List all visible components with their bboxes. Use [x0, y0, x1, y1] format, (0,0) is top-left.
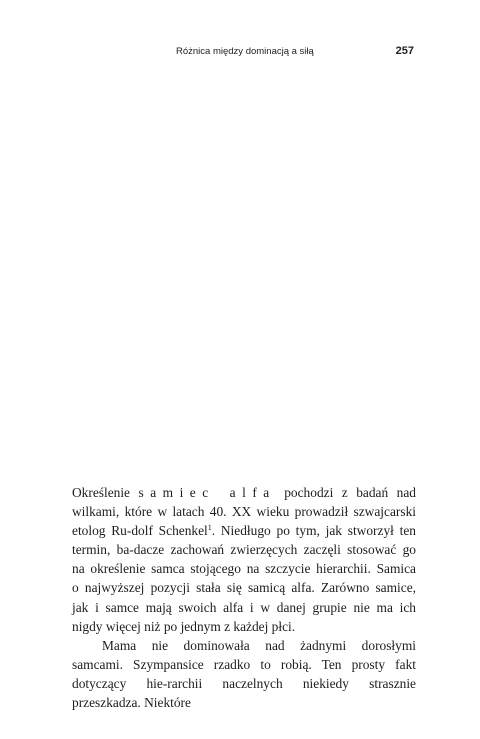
emphasized-term: samiec alfa [138, 485, 276, 500]
body-text [72, 483, 416, 712]
text-run: etolog Ru-dolf Schenkel [72, 523, 208, 539]
text-run: pochodzi z badań nad [275, 485, 417, 500]
paragraph-2 [72, 636, 416, 712]
text-line [72, 521, 416, 540]
text-line: Mama nie dominowała nad żadnymi dorosłymi [102, 637, 416, 653]
text-line: jak i samce mają swoich alfa i w danej grupie nie ma ich [72, 599, 416, 615]
text-line: na określenie samca stojącego na szczycie hierarchii. Samica [72, 561, 416, 577]
text-run: . Niedługo po tym, jak stworzył ten [211, 523, 416, 539]
running-title: Różnica między dominacją a siłą [176, 46, 314, 57]
text-line: przeszkadza. Niektóre [72, 695, 191, 711]
text-line: o najwyższej pozycji stała się samicą alfa. Zarówno samice, [72, 580, 416, 596]
text-line: nigdy więcej niż po jednym z każdej płci. [72, 618, 296, 634]
text-line: samcami. Szympansice rzadko to robią. Ten prosty fakt [72, 656, 416, 672]
footnote-marker: 1 [207, 523, 212, 533]
text-line: dotyczący hie-rarchii naczelnych niekiedy strasznie [72, 675, 416, 691]
paragraph-1 [72, 483, 416, 636]
text-run: Określenie [72, 485, 139, 500]
page-number: 257 [395, 45, 414, 57]
text-line [72, 483, 416, 502]
text-line: termin, ba-dacze zachowań zwierzęcych zaczęli stosować go [72, 542, 416, 558]
running-header [0, 46, 480, 64]
text-line: wilkami, które w latach 40. XX wieku prowadził szwajcarski [72, 504, 416, 520]
